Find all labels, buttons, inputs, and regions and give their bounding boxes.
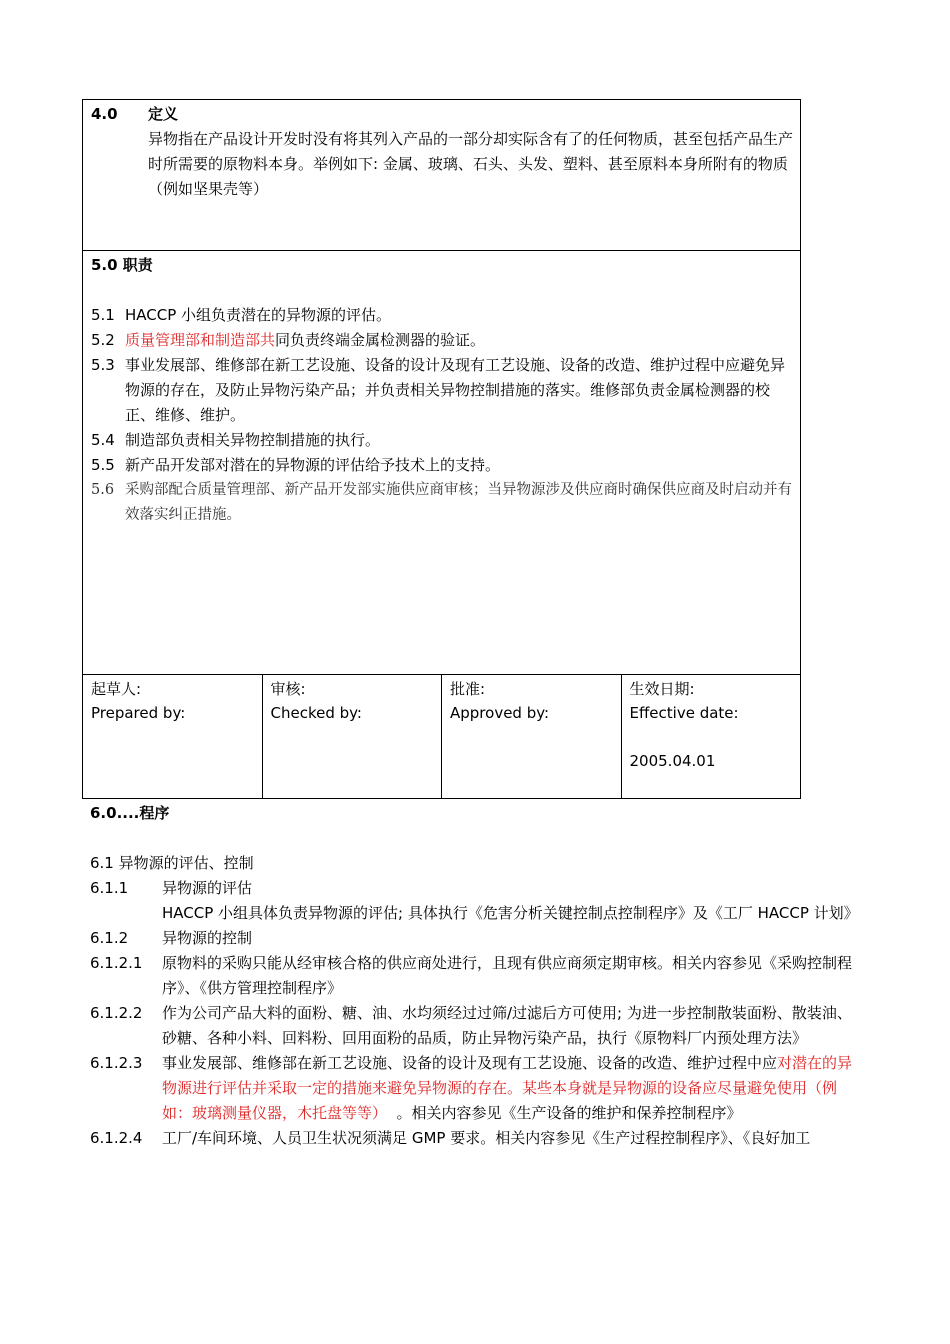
drafter-label-en: Prepared by:	[91, 704, 186, 722]
item-text: 作为公司产品大料的面粉、糖、油、水均须经过过筛/过滤后方可使用; 为进一步控制散装面粉、散装油、砂糖、各种小料、回料粉、回用面粉的品质，防止异物污染产品，执行《原物料厂内预处理方法》	[162, 1004, 852, 1047]
section-5-box	[82, 250, 801, 675]
item-number: 6.1.2.2	[90, 1004, 143, 1022]
responsibility-item	[91, 453, 797, 478]
procedure-item	[90, 1051, 860, 1126]
spacer	[630, 725, 793, 749]
item-text: 事业发展部、维修部在新工艺设施、设备的设计及现有工艺设施、设备的改造、维护过程中应避免异物源的存在，及防止异物污染产品；并负责相关异物控制措施的落实。维修部负责金属检测器的校正、维修、维护。	[125, 356, 786, 424]
item-number: 5.1	[91, 306, 115, 324]
section-4-heading	[91, 102, 178, 127]
spacer	[90, 826, 860, 851]
item-text-rest: 同负责终端金属检测器的验证。	[275, 331, 486, 349]
procedure-item	[90, 951, 860, 1001]
item-text: HACCP 小组具体负责异物源的评估; 具体执行《危害分析关键控制点控制程序》及《工厂 HACCP 计划》	[162, 904, 859, 922]
section-5-heading: 5.0 职责	[91, 256, 153, 274]
procedure-item	[90, 876, 860, 901]
responsibility-item	[91, 428, 797, 453]
section-4-number: 4.0	[91, 105, 118, 123]
spacer	[91, 278, 797, 303]
item-text: 工厂/车间环境、人员卫生状况须满足 GMP 要求。相关内容参见《生产过程控制程序》、《良好加工	[162, 1129, 811, 1147]
approver-cell	[442, 675, 622, 798]
item-text-start: 事业发展部、维修部在新工艺设施、设备的设计及现有工艺设施、设备的改造、维护过程中应	[162, 1054, 778, 1072]
responsibility-item	[91, 353, 797, 428]
effective-label-cn: 生效日期:	[629, 680, 695, 698]
procedure-item	[90, 1126, 860, 1151]
item-number: 6.1.1	[90, 879, 129, 897]
procedure-item	[90, 1001, 860, 1051]
item-number: 5.4	[91, 431, 115, 449]
item-text	[162, 1051, 860, 1126]
item-number: 5.2	[91, 331, 115, 349]
item-text: 制造部负责相关异物控制措施的执行。	[125, 431, 381, 449]
item-number	[90, 901, 162, 926]
item-text: 原物料的采购只能从经审核合格的供应商处进行，且现有供应商须定期审核。相关内容参见《采购控制程序》、《供方管理控制程序》	[162, 954, 853, 997]
item-number: 6.1.2.1	[90, 954, 143, 972]
item-number: 5.6	[91, 482, 115, 498]
section-6-heading: 6.0....程序	[90, 804, 170, 822]
item-text: 异物源的控制	[162, 929, 253, 947]
item-number: 6.1.2.4	[90, 1129, 143, 1147]
section-4-title: 定义	[148, 105, 179, 123]
responsibility-item	[91, 478, 797, 528]
item-number: 6.1.2.3	[90, 1054, 143, 1072]
section-4-body: 异物指在产品设计开发时没有将其列入产品的一部分却实际含有了的任何物质，甚至包括产品生产时所需要的原物料本身。举例如下: 金属、玻璃、石头、头发、塑料、甚至原料本身所附有的物质（例如坚果壳等）	[148, 130, 794, 198]
item-text-end: 。相关内容参见《生产设备的维护和保养控制程序》	[387, 1104, 742, 1122]
item-text: 采购部配合质量管理部、新产品开发部实施供应商审核；当异物源涉及供应商时确保供应商及时启动并有效落实纠正措施。	[125, 482, 792, 523]
item-number: 5.3	[91, 356, 115, 374]
effective-label-en: Effective date:	[629, 704, 739, 722]
item-text	[125, 328, 797, 353]
item-text: HACCP 小组负责潜在的异物源的评估。	[125, 306, 392, 324]
procedure-item	[90, 926, 860, 951]
drafter-label-cn: 起草人:	[91, 680, 142, 698]
section-4-box	[82, 99, 801, 251]
item-text: 新产品开发部对潜在的异物源的评估给予技术上的支持。	[125, 456, 501, 474]
approver-label-en: Approved by:	[450, 704, 550, 722]
effective-date-cell	[622, 675, 801, 798]
checker-label-cn: 审核:	[270, 680, 306, 698]
highlighted-text: 质量管理部和制造部共	[125, 331, 276, 349]
signoff-table	[82, 674, 801, 799]
item-text: 异物源的评估	[162, 879, 253, 897]
drafter-cell	[83, 675, 263, 798]
approver-label-cn: 批准:	[450, 680, 486, 698]
procedure-item	[90, 901, 860, 926]
checker-cell	[263, 675, 443, 798]
section-6-1-heading: 6.1 异物源的评估、控制	[90, 854, 254, 872]
effective-date-value: 2005.04.01	[629, 752, 716, 770]
item-number: 6.1.2	[90, 929, 129, 947]
section-6	[90, 801, 860, 1151]
checker-label-en: Checked by:	[270, 704, 362, 722]
item-number: 5.5	[91, 456, 115, 474]
responsibility-item	[91, 303, 797, 328]
responsibility-item	[91, 328, 797, 353]
highlighted-text: 对潜在的异物源进行评估并采取一定的措施来避免异物源的存在。某些本身就是异物源的设备应尽量避免使用（例如：玻璃测量仪器，木托盘等等）	[162, 1054, 853, 1122]
